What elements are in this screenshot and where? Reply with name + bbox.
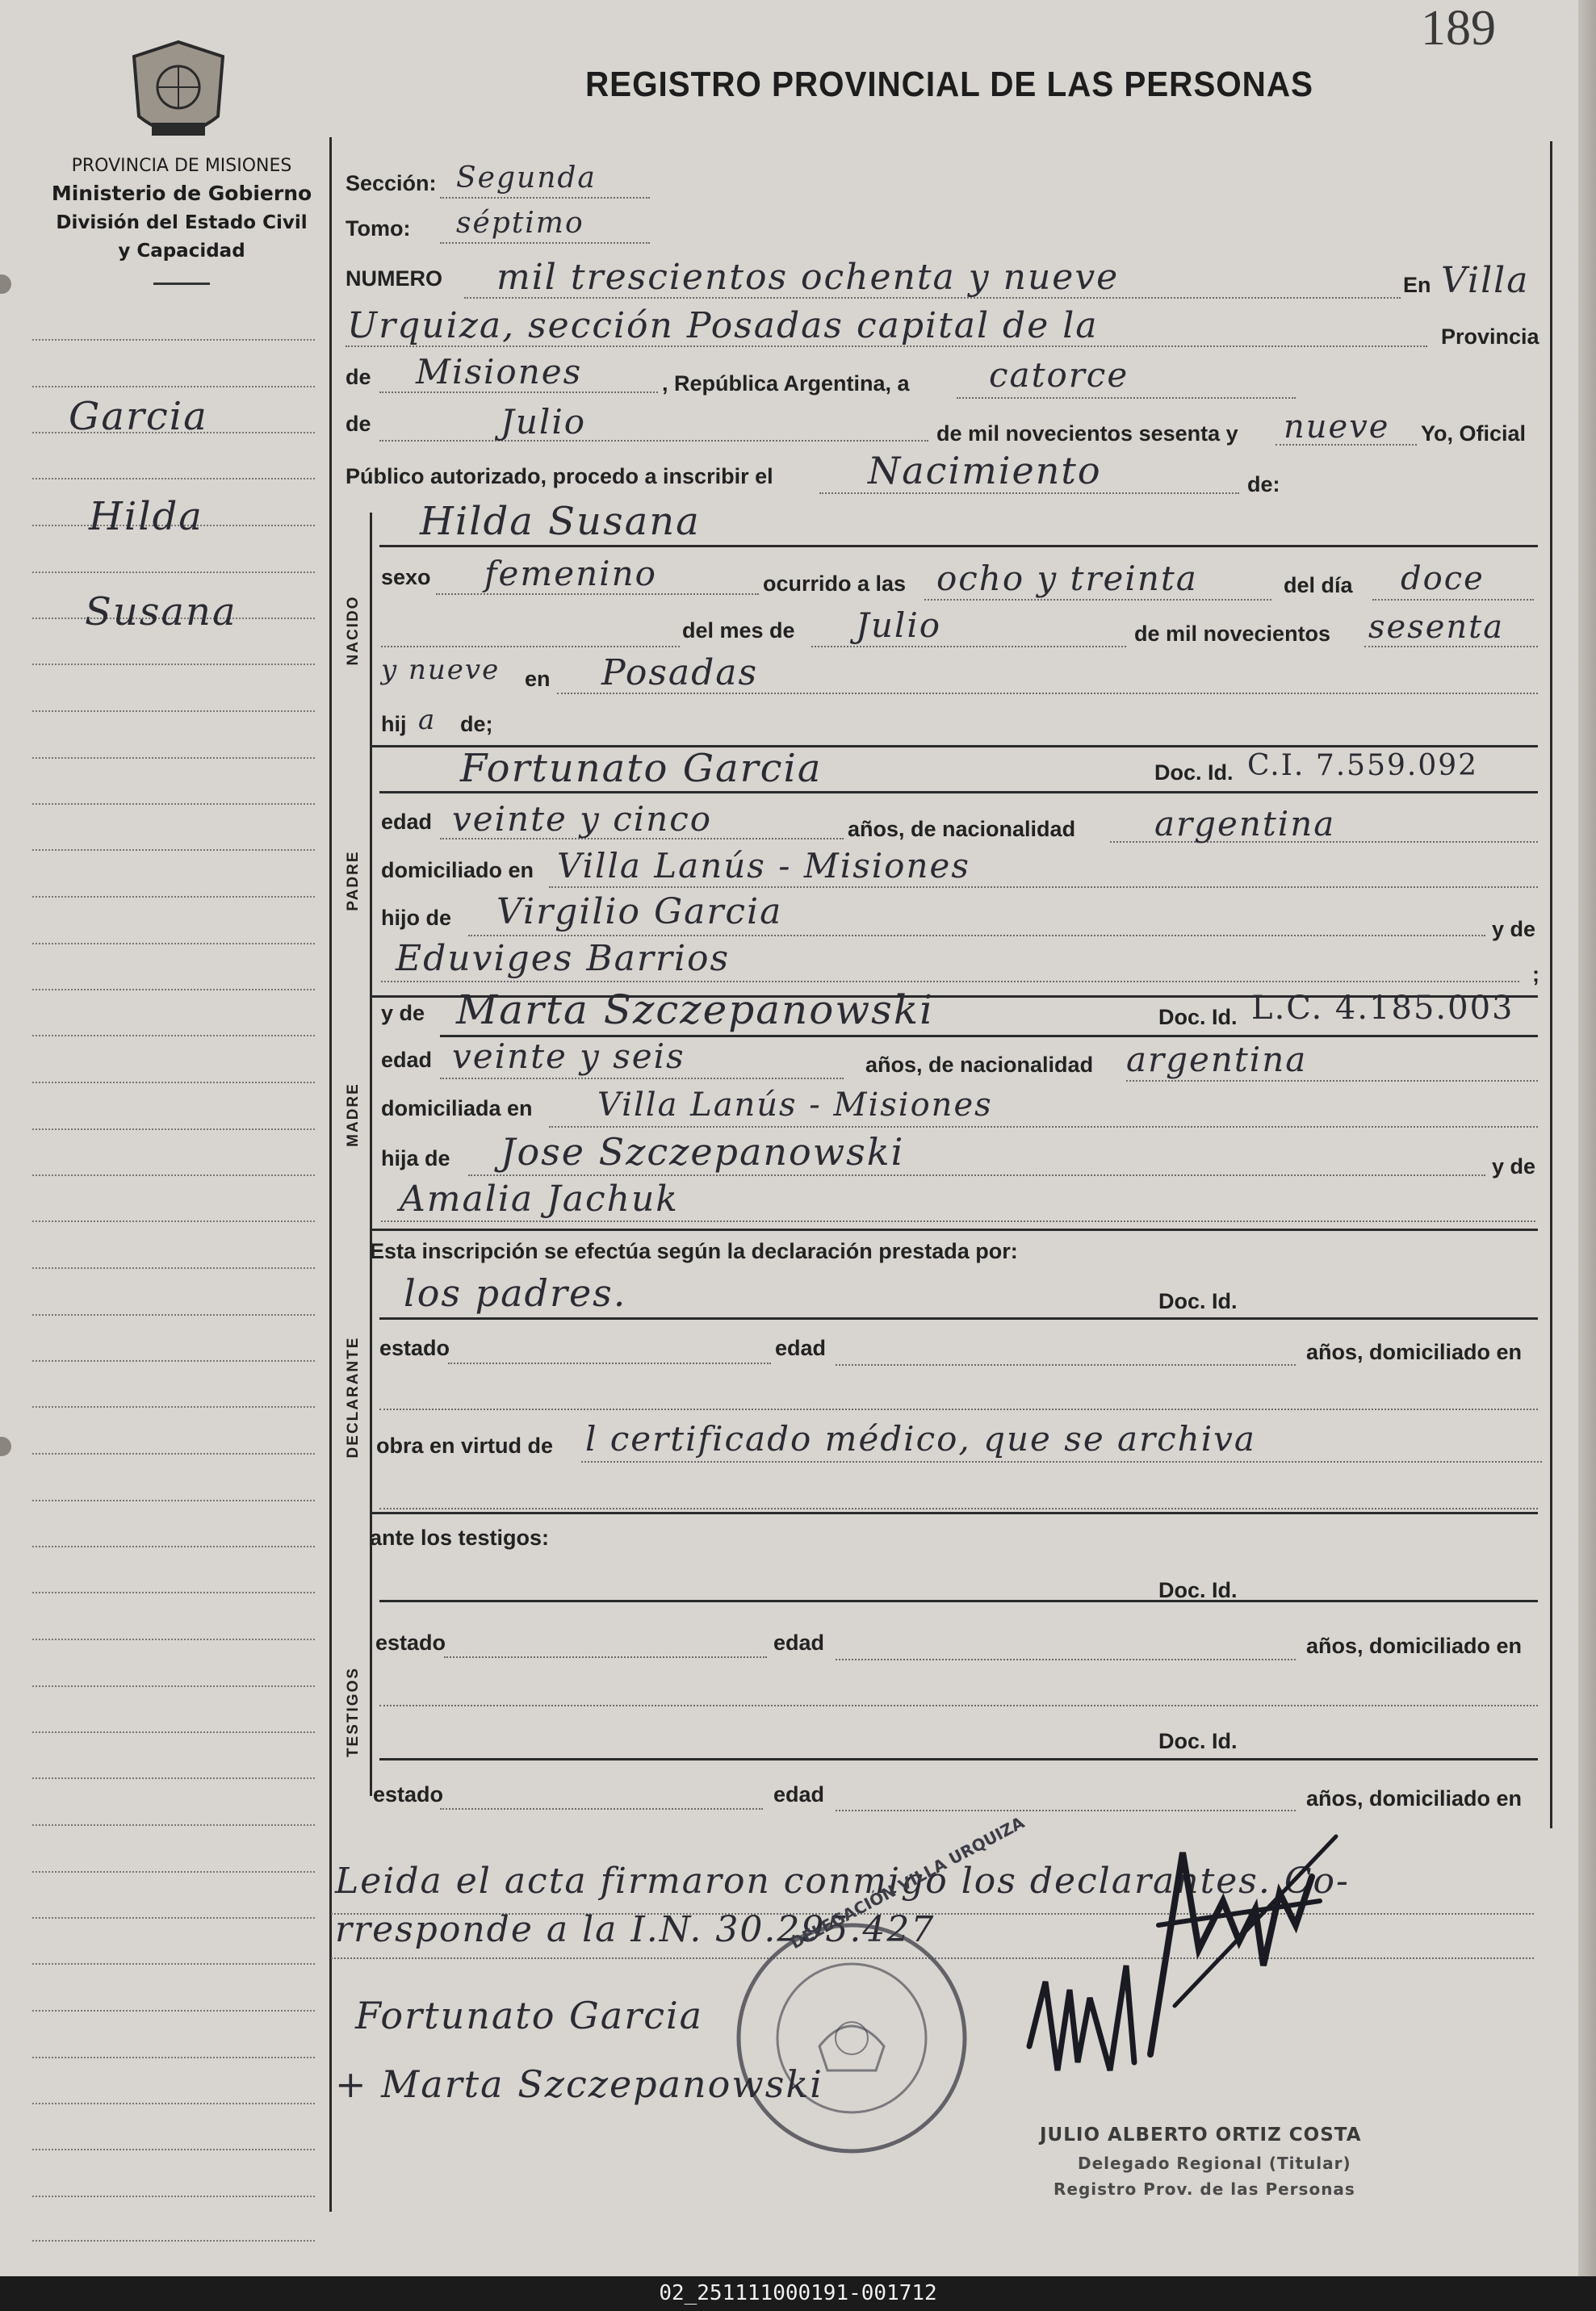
margin-surname: Garcia <box>69 394 208 439</box>
testigo1-edad-line <box>836 1659 1296 1660</box>
nacido-mes-value: Julio <box>856 605 942 645</box>
delegation-stamp-icon <box>731 1917 973 2159</box>
testigo1-estado-line <box>444 1656 767 1658</box>
provincia-value: Misiones <box>416 352 583 391</box>
testigo1-domicilio-line <box>379 1705 1538 1706</box>
madre-domicilio-line <box>549 1126 1538 1128</box>
madre-nacionalidad-value: argentina <box>1126 1040 1308 1079</box>
provincia-label: Provincia <box>1441 324 1539 349</box>
agency-ministry: Ministerio de Gobierno <box>51 182 312 205</box>
seccion-line <box>440 197 650 199</box>
official-office: Registro Prov. de las Personas <box>1054 2179 1355 2199</box>
declarante-anios-label: años, domiciliado en <box>1306 1340 1523 1364</box>
page-number: 189 <box>1421 1 1496 56</box>
madre-nacionalidad-label: años, de nacionalidad <box>865 1053 1094 1077</box>
padre-semicolon: ; <box>1532 962 1539 986</box>
declarante-domicilio-line <box>379 1409 1538 1410</box>
hij-de-label: de; <box>460 712 493 736</box>
padre-hijo-label: hijo de <box>381 906 451 930</box>
numero-label: NUMERO <box>346 266 442 291</box>
republica-label: , República Argentina, a <box>662 371 910 396</box>
nacido-anio-value-1: sesenta <box>1368 609 1505 646</box>
agency-province: PROVINCIA DE MISIONES <box>71 156 292 176</box>
nacido-side-label: NACIDO <box>345 595 362 666</box>
declarante-edad-label: edad <box>775 1336 827 1360</box>
hij-label: hij <box>381 712 407 736</box>
padre-domicilio-value: Villa Lanús - Misiones <box>557 846 970 885</box>
sexo-value: femenino <box>484 554 657 593</box>
margin-given-name-2: Susana <box>85 589 237 634</box>
margin-given-name-1: Hilda <box>89 494 203 539</box>
nacido-dia-value: doce <box>1401 560 1485 597</box>
padre-nacionalidad-label: años, de nacionalidad <box>848 817 1076 841</box>
padre-doc-value: C.I. 7.559.092 <box>1247 749 1479 782</box>
file-id-bar: 02_251111000191-001712 <box>0 2276 1596 2311</box>
mes-value: Julio <box>501 402 587 442</box>
testigo1-doc-label: Doc. Id. <box>1158 1578 1238 1602</box>
dia-value: catorce <box>989 355 1129 395</box>
nacido-name-line <box>379 545 1538 547</box>
madre-padre-line <box>468 1174 1485 1176</box>
declarante-side-label: DECLARANTE <box>345 1336 362 1459</box>
padre-edad-value: veinte y cinco <box>452 799 713 839</box>
frame-left-line <box>329 137 332 2212</box>
madre-domicilio-value: Villa Lanús - Misiones <box>597 1086 993 1124</box>
testigo2-estado-line <box>440 1808 763 1810</box>
frame-right-line <box>1550 141 1552 1828</box>
padre-name-value: Fortunato Garcia <box>460 746 823 791</box>
agency-division: División del Estado Civil <box>56 212 308 233</box>
madre-name-value: Marta Szczepanowski <box>456 986 935 1033</box>
anio-label: de mil novecientos sesenta y <box>936 421 1238 446</box>
binder-hole <box>0 274 11 294</box>
padre-name-line <box>379 791 1538 793</box>
padre-padre-line <box>468 935 1485 936</box>
madre-domicilio-label: domiciliada en <box>381 1096 533 1120</box>
closing-text-1: Leida el acta firmaron conmigo los declarantes. Co- <box>335 1861 1350 1902</box>
de-label: de <box>346 365 371 389</box>
del-dia-label: del día <box>1284 573 1353 597</box>
padre-domicilio-label: domiciliado en <box>381 858 534 882</box>
en-label: En <box>1403 273 1431 297</box>
mil-label: de mil novecientos <box>1134 622 1331 646</box>
official-title: Delegado Regional (Titular) <box>1078 2154 1351 2173</box>
ocurrido-label: ocurrido a las <box>763 571 907 596</box>
declarante-name-value: los padres. <box>404 1271 627 1315</box>
declarante-extra-line <box>379 1508 1538 1509</box>
acto-line <box>819 492 1239 494</box>
madre-doc-value: L.C. 4.185.003 <box>1251 990 1514 1027</box>
madre-padre-value: Jose Szczepanowski <box>501 1130 905 1174</box>
mes-line <box>379 440 928 442</box>
testigo2-doc-label: Doc. Id. <box>1158 1729 1238 1753</box>
declarante-name-line <box>379 1317 1538 1320</box>
declarante-doc-label: Doc. Id. <box>1158 1289 1238 1313</box>
madre-y-de-label: y de <box>381 1001 425 1025</box>
en-value-1: Villa <box>1441 260 1530 301</box>
testigos-intro-label: ante los testigos: <box>370 1526 550 1550</box>
declarante-obra-label: obra en virtud de <box>376 1434 554 1458</box>
hora-value: ocho y treinta <box>936 559 1198 598</box>
de3-label: de: <box>1247 472 1280 496</box>
madre-madre-value: Amalia Jachuk <box>400 1179 679 1220</box>
lugar-value: Posadas <box>601 652 759 693</box>
declarante-obra-line <box>581 1461 1542 1463</box>
padre-padre-value: Virgilio Garcia <box>496 891 783 932</box>
numero-value: mil trescientos ochenta y nueve <box>496 257 1120 298</box>
del-mes-lead-line <box>381 646 680 647</box>
padre-doc-label: Doc. Id. <box>1154 760 1234 785</box>
publico-label: Público autorizado, procedo a inscribir el <box>346 464 773 488</box>
madre-side-label: MADRE <box>345 1082 362 1147</box>
nacido-anio-value-2: y nueve <box>381 654 501 686</box>
oficial-label: Yo, Oficial <box>1421 421 1527 446</box>
madre-edad-line <box>440 1078 844 1079</box>
padre-edad-label: edad <box>381 810 433 834</box>
tomo-label: Tomo: <box>346 216 411 241</box>
madre-madre-line <box>381 1220 1535 1222</box>
agency-capacity: y Capacidad <box>118 241 245 262</box>
madre-y-de2-label: y de <box>1492 1154 1536 1179</box>
signature-mother: + Marta Szczepanowski <box>335 2062 823 2106</box>
en-value-2: Urquiza, sección Posadas capital de la <box>347 305 1099 346</box>
madre-edad-label: edad <box>381 1048 433 1072</box>
mes-nac-line <box>811 646 1126 647</box>
divider <box>153 283 210 285</box>
testigos-top-line <box>370 1512 1538 1514</box>
padre-domicilio-line <box>549 886 1538 888</box>
testigo2-anios-label: años, domiciliado en <box>1306 1786 1523 1811</box>
del-mes-label: del mes de <box>682 618 795 643</box>
madre-doc-label: Doc. Id. <box>1158 1005 1238 1029</box>
testigo1-anios-label: años, domiciliado en <box>1306 1634 1523 1658</box>
testigos-side-label: TESTIGOS <box>345 1666 362 1758</box>
hora-line <box>924 599 1271 601</box>
provincial-seal-icon <box>128 39 229 152</box>
declarante-edad-line <box>836 1364 1296 1366</box>
declarante-obra-value: l certificado médico, que se archiva <box>585 1419 1256 1459</box>
stamp-text: DELEGACIÓN VILLA URQUIZA <box>787 1812 1028 1953</box>
seccion-label: Sección: <box>346 171 437 195</box>
anio-nac-line <box>1364 646 1538 647</box>
madre-edad-value: veinte y seis <box>452 1036 685 1076</box>
page-title: REGISTRO PROVINCIAL DE LAS PERSONAS <box>585 65 1313 104</box>
declarante-estado-line <box>448 1363 771 1364</box>
page-edge <box>1578 0 1596 2276</box>
de2-label: de <box>346 412 371 436</box>
declarante-top-line <box>370 1229 1538 1231</box>
padre-madre-value: Eduviges Barrios <box>396 938 731 979</box>
dia-nac-line <box>1372 599 1534 601</box>
binder-hole <box>0 1437 11 1456</box>
testigo1-edad-label: edad <box>773 1631 825 1655</box>
testigo1-estado-label: estado <box>375 1631 446 1655</box>
nacido-name-value: Hilda Susana <box>420 499 701 544</box>
testigo2-estado-label: estado <box>373 1782 444 1807</box>
testigo2-name-line <box>379 1758 1538 1760</box>
seccion-value: Segunda <box>456 161 597 195</box>
declarante-estado-label: estado <box>379 1336 450 1360</box>
anio-value: nueve <box>1284 408 1390 446</box>
acto-value: Nacimiento <box>868 449 1102 492</box>
sexo-label: sexo <box>381 565 431 589</box>
padre-madre-line <box>381 981 1519 982</box>
testigo2-edad-label: edad <box>773 1782 825 1807</box>
signature-father: Fortunato Garcia <box>355 1994 704 2037</box>
hij-value: a <box>418 704 437 736</box>
section-divider-line <box>370 513 372 1796</box>
testigo1-name-line <box>379 1600 1538 1602</box>
padre-nacionalidad-value: argentina <box>1154 804 1336 844</box>
padre-y-de-label: y de <box>1492 917 1536 941</box>
madre-hija-label: hija de <box>381 1146 450 1170</box>
tomo-line <box>440 242 650 244</box>
en-nac-label: en <box>525 667 551 691</box>
closing-text-2: rresponde a la I.N. 30.295.427 <box>335 1909 936 1950</box>
official-signature-icon <box>1013 1804 1352 2111</box>
tomo-value: séptimo <box>456 207 584 240</box>
declarante-intro-label: Esta inscripción se efectúa según la declaración prestada por: <box>370 1239 1018 1263</box>
provincia-line <box>379 391 658 393</box>
padre-side-label: PADRE <box>345 850 362 911</box>
official-name: JULIO ALBERTO ORTIZ COSTA <box>1040 2125 1362 2146</box>
sexo-line <box>436 593 759 595</box>
madre-nacionalidad-line <box>1126 1080 1538 1082</box>
dia-line <box>957 397 1296 399</box>
